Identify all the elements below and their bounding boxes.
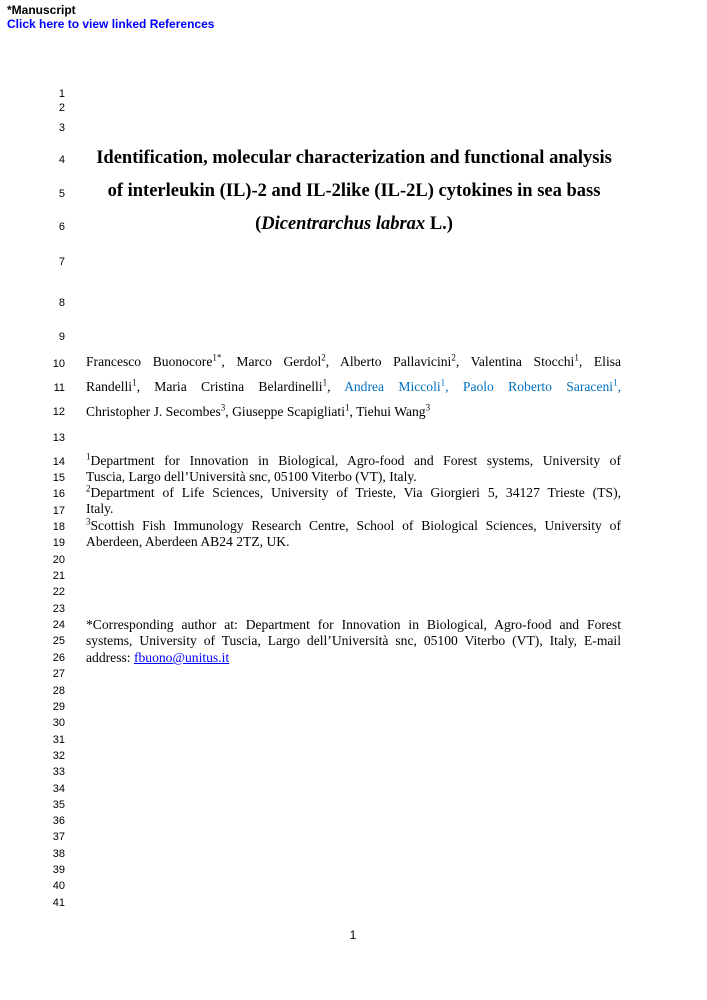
line-number: 15 — [52, 472, 65, 484]
author-name: Andrea Miccoli — [344, 379, 441, 394]
author: Maria Cristina Belardinelli$^1$, — [154, 377, 331, 394]
affiliation-marker: 2 — [86, 483, 91, 494]
author: Christopher J. Secombes$^3$, — [86, 402, 229, 419]
line-number: 40 — [52, 880, 65, 892]
line-number: 35 — [52, 799, 65, 811]
email-link[interactable]: fbuono@unitus.it — [133, 650, 230, 665]
author-affiliation-marker: 1 — [322, 377, 328, 388]
author-name: Alberto Pallavicini — [340, 354, 452, 369]
author-affiliation-marker: 1 — [574, 352, 579, 363]
line-number: 9 — [58, 331, 65, 343]
line-number: 28 — [52, 685, 65, 697]
author: Francesco Buonocore$^{1*}$, — [86, 352, 225, 369]
title-paren-open: ( — [255, 214, 262, 234]
affiliation-3-line-2: Aberdeen, Aberdeen AB24 2TZ, UK. — [86, 534, 290, 549]
line-number: 38 — [52, 848, 65, 860]
line-number: 16 — [52, 488, 65, 500]
line-number: 41 — [52, 897, 65, 909]
line-number: 30 — [52, 717, 65, 729]
author-name: Randelli — [86, 379, 133, 394]
line-number: 13 — [52, 432, 65, 444]
manuscript-label: *Manuscript — [7, 3, 76, 17]
author: Andrea Miccoli$^1$, — [344, 377, 449, 394]
line-number: 31 — [52, 734, 65, 746]
affiliation-2-line-1 — [86, 485, 621, 501]
line-number: 6 — [58, 221, 65, 233]
author-affiliation-marker: 1* — [212, 352, 222, 363]
author-name: Christopher J. Secombes — [86, 404, 221, 419]
corresponding-line-3 — [86, 650, 229, 666]
author: Randelli$^1$, — [86, 377, 140, 394]
author: Valentina Stocchi$^1$, — [470, 352, 583, 369]
corresponding-line-1: *Corresponding author at: Department for Innovation in Biological, Agro-food and Forest — [86, 617, 621, 632]
line-number: 17 — [52, 505, 65, 517]
line-number: 8 — [58, 297, 65, 309]
line-number: 34 — [52, 783, 65, 795]
line-number: 37 — [52, 831, 65, 843]
line-number: 36 — [52, 815, 65, 827]
affiliation-1-line-1 — [86, 453, 621, 469]
affiliation-text: Scottish Fish Immunology Research Centre, School of Biological Sciences, University of — [90, 518, 621, 533]
email-prefix: address: — [86, 650, 134, 665]
author-name: Paolo Roberto Saraceni — [462, 379, 614, 394]
affiliation-text: Department for Innovation in Biological, Agro-food and Forest systems, University of — [90, 453, 621, 468]
author-affiliation-marker: 3 — [220, 402, 226, 413]
authors-line-1 — [86, 354, 621, 370]
title-paren-close: L.) — [425, 214, 453, 234]
author: Giuseppe Scapigliati$^1$, — [232, 402, 353, 419]
corresponding-line-2: systems, University of Tuscia, Largo dell’Università snc, 05100 Viterbo (VT), Italy, E-mail — [86, 633, 621, 648]
author-affiliation-marker: 1 — [132, 377, 137, 388]
linked-references-link[interactable]: Click here to view linked References — [7, 17, 215, 31]
line-number: 18 — [52, 521, 65, 533]
line-number: 5 — [58, 188, 65, 200]
line-number: 20 — [52, 554, 65, 566]
line-number: 39 — [52, 864, 65, 876]
line-number: 10 — [52, 358, 65, 370]
author: Marco Gerdol$^2$, — [236, 352, 330, 369]
line-number: 32 — [52, 750, 65, 762]
author-affiliation-marker: 1 — [440, 377, 446, 388]
line-number: 12 — [52, 406, 65, 418]
line-number: 7 — [58, 256, 65, 268]
author: Elisa — [593, 354, 622, 369]
author: Alberto Pallavicini$^2$, — [340, 352, 460, 369]
title-line-2: of interleukin (IL)-2 and IL-2like (IL-2L) cytokines in sea bass — [107, 181, 601, 201]
title-line-1: Identification, molecular characterization and functional analysis — [96, 148, 612, 168]
line-number: 3 — [58, 122, 65, 134]
line-number: 25 — [52, 635, 65, 647]
line-number: 22 — [52, 586, 65, 598]
author-affiliation-marker: 1 — [613, 377, 618, 388]
affiliation-2-line-2: Italy. — [86, 501, 114, 516]
author-name: Giuseppe Scapigliati — [232, 404, 345, 419]
author-name: Maria Cristina Belardinelli — [154, 379, 323, 394]
line-number: 23 — [52, 603, 65, 615]
authors-line-2 — [86, 379, 621, 395]
line-number: 26 — [52, 652, 65, 664]
affiliation-3-line-1 — [86, 518, 621, 534]
authors-line-3 — [86, 404, 430, 420]
affiliation-marker: 1 — [86, 451, 91, 462]
author-affiliation-marker: 2 — [321, 352, 326, 363]
author-name: Valentina Stocchi — [470, 354, 575, 369]
line-number: 24 — [52, 619, 65, 631]
line-number: 29 — [52, 701, 65, 713]
author-affiliation-marker: 1 — [345, 402, 350, 413]
page-number: 1 — [349, 928, 357, 942]
author-name: Francesco Buonocore — [86, 354, 213, 369]
title-species-italic: Dicentrarchus labrax — [261, 214, 426, 234]
line-number: 14 — [52, 456, 65, 468]
line-number: 11 — [53, 382, 65, 394]
line-number-gutter — [0, 0, 70, 1000]
affiliation-marker: 3 — [86, 516, 91, 527]
line-number: 21 — [52, 570, 65, 582]
author-name: Marco Gerdol — [236, 354, 322, 369]
line-number: 19 — [52, 537, 65, 549]
line-number: 33 — [52, 766, 65, 778]
line-number: 27 — [52, 668, 65, 680]
affiliation-1-line-2: Tuscia, Largo dell’Università snc, 05100 Viterbo (VT), Italy. — [86, 469, 417, 484]
line-number: 2 — [58, 102, 65, 114]
author — [356, 404, 430, 419]
affiliation-text: Department of Life Sciences, University of Trieste, Via Giorgieri 5, 34127 Trieste (TS), — [90, 485, 621, 500]
line-number: 4 — [58, 154, 65, 166]
author-affiliation-marker: 3 — [425, 402, 431, 413]
author-name: Tiehui Wang — [356, 404, 426, 419]
title-line-3 — [88, 213, 620, 235]
author: Paolo Roberto Saraceni$^1$, — [462, 377, 621, 394]
line-number: 1 — [58, 88, 65, 100]
author-affiliation-marker: 2 — [451, 352, 456, 363]
